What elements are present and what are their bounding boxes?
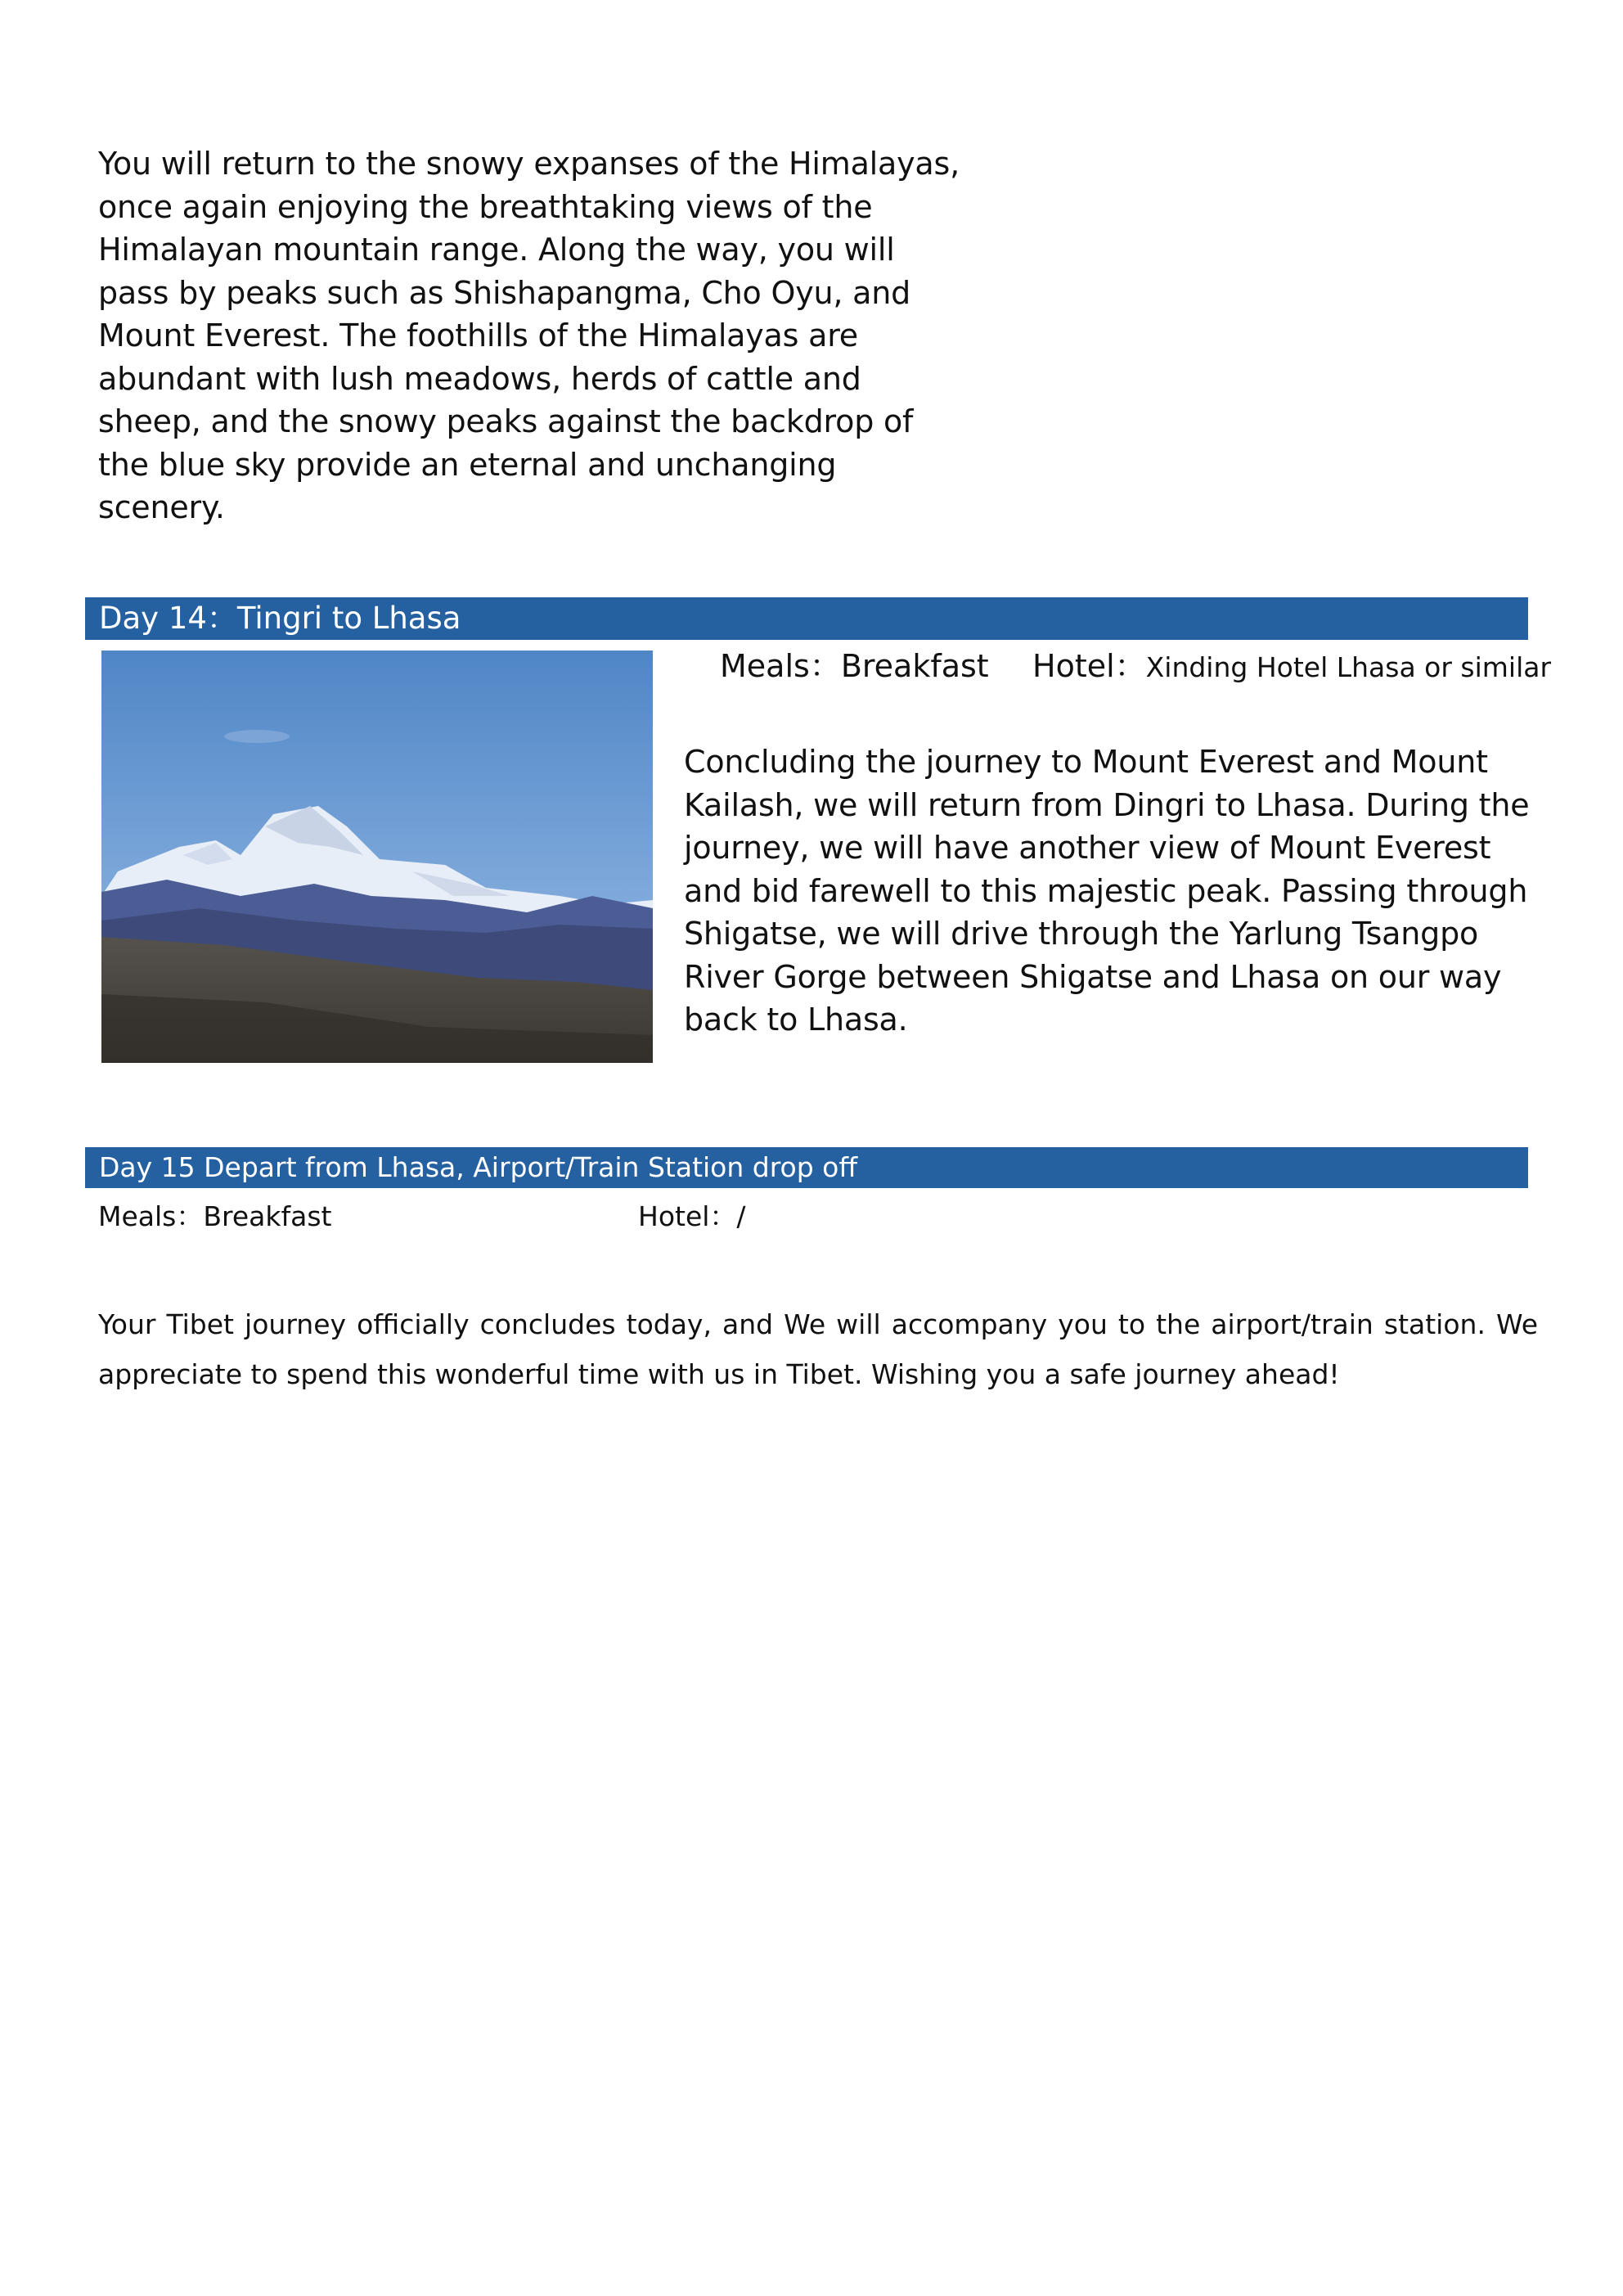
day-14-hotel (1032, 645, 1551, 689)
day-14-description: Concluding the journey to Mount Everest and Mount Kailash, we will return from Dingri to Lhasa. During the journey, we will have another view of Mount Everest and bid farewell to this majestic peak. Passing through Shigatse, we will drive through the Yarlung Tsangpo River Gorge between Shigatse and Lhasa on our way back to Lhasa. (684, 744, 1530, 1038)
day-15-meals-label: Meals： (98, 1200, 204, 1232)
day-15-header: Day 15 Depart from Lhasa, Airport/Train Station drop off (85, 1147, 1528, 1188)
day-15-description: Your Tibet journey officially concludes today, and We will accompany you to the airport/train station. We appreciate to spend this wonderful time with us in Tibet. Wishing you a safe journey ahead! (98, 1308, 1538, 1390)
day-14-meals-label: Meals： (720, 648, 841, 684)
day-15-hotel (638, 1196, 746, 1237)
mount-everest-photo (101, 651, 653, 1063)
day-14-hotel-value: Xinding Hotel Lhasa or similar (1145, 651, 1552, 683)
day-15-hotel-value: / (736, 1200, 746, 1232)
day-15-meals (98, 1196, 331, 1237)
day-15-hotel-label: Hotel： (638, 1200, 737, 1232)
day-14-meals (720, 645, 989, 687)
day-14-hotel-label: Hotel： (1032, 648, 1146, 684)
day-14-meals-value: Breakfast (840, 648, 989, 684)
day-15-meals-value: Breakfast (203, 1200, 332, 1232)
intro-paragraph: You will return to the snowy expanses of the Himalayas, once again enjoying the breathtaking views of the Himalayan mountain range. Along the way, you will pass by peaks such as Shishapangma, Cho Oyu, and Mount Everest. The foothills of the Himalayas are abundant with lush meadows, herds of cattle and sheep, and the snowy peaks against the backdrop of the blue sky provide an eternal and unchanging scenery. (98, 146, 960, 525)
day-14-header: Day 14：Tingri to Lhasa (85, 597, 1528, 640)
